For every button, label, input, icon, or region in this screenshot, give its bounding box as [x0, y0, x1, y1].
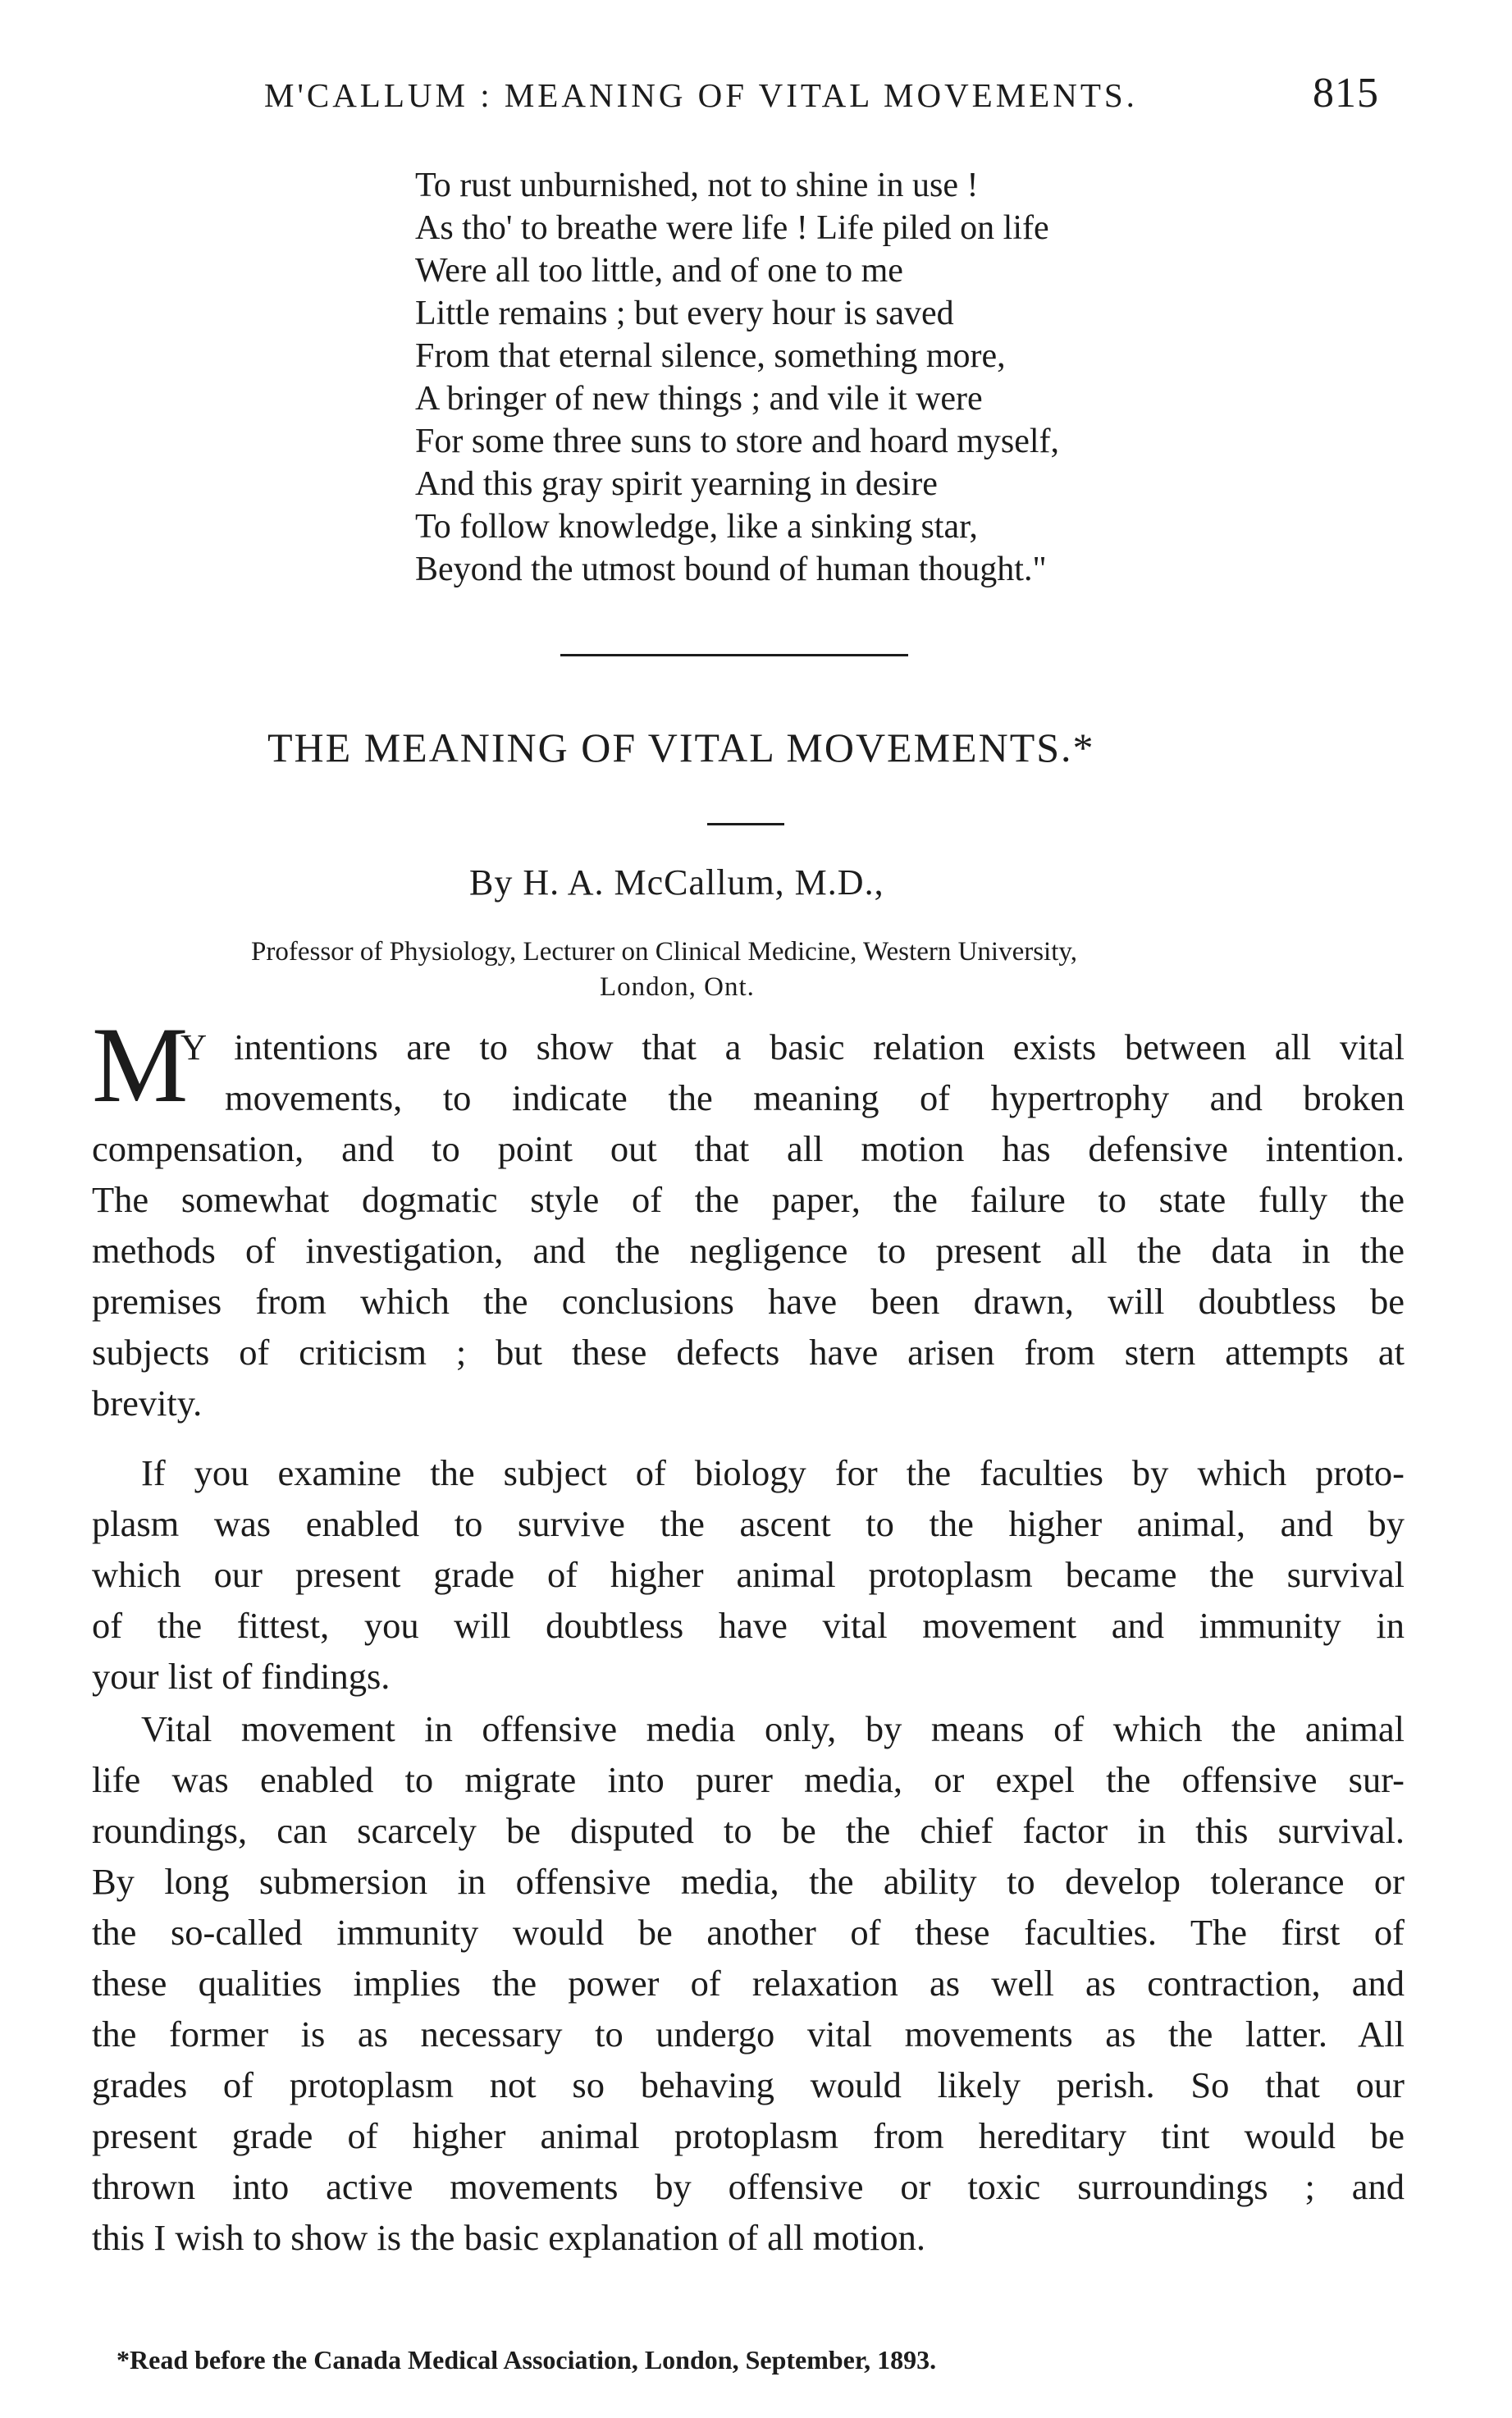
body-line: brevity. [92, 1383, 203, 1424]
paragraph-2 [92, 1447, 1405, 1702]
body-line: If you examine the subject of biology for the faculties by which proto- [141, 1452, 1405, 1493]
body-line: thrown into active movements by offensive or toxic surroundings ; and [92, 2166, 1405, 2207]
poem-line: Little remains ; but every hour is saved [415, 295, 954, 332]
body-line: of the fittest, you will doubtless have vital movement and immunity in [92, 1605, 1405, 1646]
body-line: the so-called immunity would be another of these faculties. The first of [92, 1912, 1405, 1953]
body-line: methods of investigation, and the negligence to present all the data in the [92, 1230, 1405, 1271]
poem-block [415, 164, 1059, 591]
author-location: London, Ont. [600, 972, 755, 1002]
poem-line: For some three suns to store and hoard myself, [415, 423, 1060, 460]
body-line: Vital movement in offensive media only, by means of which the animal [141, 1708, 1405, 1749]
body-line: compensation, and to point out that all motion has defensive intention. [92, 1128, 1405, 1169]
poem-line: To rust unburnished, not to shine in use ! [415, 167, 979, 204]
author-byline: By H. A. McCallum, M.D., [469, 862, 884, 903]
poem-line: From that eternal silence, something more, [415, 337, 1006, 375]
poem-line: Beyond the utmost bound of human thought." [415, 551, 1047, 588]
body-line: By long submersion in offensive media, the ability to develop tolerance or [92, 1861, 1405, 1902]
author-affiliation: Professor of Physiology, Lecturer on Clinical Medicine, Western University, [251, 937, 1077, 967]
body-line: the former is as necessary to undergo vital movements as the latter. All [92, 2013, 1405, 2055]
running-header-title: M'CALLUM : MEANING OF VITAL MOVEMENTS. [264, 76, 1138, 114]
body-line: life was enabled to migrate into purer media, or expel the offensive sur- [92, 1759, 1405, 1800]
body-line: your list of findings. [92, 1656, 391, 1697]
section-divider-rule [560, 654, 908, 656]
paragraph-3 [92, 1703, 1405, 2263]
body-line: plasm was enabled to survive the ascent to the higher animal, and by [92, 1503, 1405, 1544]
body-line: grades of protoplasm not so behaving would likely perish. So that our [92, 2064, 1405, 2105]
page-number: 815 [1313, 70, 1379, 117]
poem-line: Were all too little, and of one to me [415, 252, 903, 290]
title-divider-rule [707, 823, 784, 825]
drop-cap: M [92, 1004, 189, 1125]
body-line: movements, to indicate the meaning of hypertrophy and broken [225, 1077, 1405, 1118]
article-title: THE MEANING OF VITAL MOVEMENTS.* [267, 724, 1095, 770]
footnote: *Read before the Canada Medical Association, London, September, 1893. [116, 2345, 937, 2375]
poem-line: To follow knowledge, like a sinking star, [415, 508, 978, 546]
body-line: this I wish to show is the basic explanation of all motion. [92, 2217, 925, 2258]
paragraph-1 [92, 1022, 1405, 1428]
body-line: The somewhat dogmatic style of the paper, the failure to state fully the [92, 1179, 1405, 1220]
body-line: subjects of criticism ; but these defects have arisen from stern attempts at [92, 1332, 1405, 1373]
body-line: which our present grade of higher animal protoplasm became the survival [92, 1554, 1405, 1595]
body-line: these qualities implies the power of relaxation as well as contraction, and [92, 1963, 1405, 2004]
body-line: Y intentions are to show that a basic relation exists between all vital [180, 1026, 1405, 1067]
poem-line: A bringer of new things ; and vile it were [415, 380, 983, 418]
body-line: premises from which the conclusions have been drawn, will doubtless be [92, 1281, 1405, 1322]
body-line: roundings, can scarcely be disputed to be the chief factor in this survival. [92, 1810, 1405, 1851]
poem-line: And this gray spirit yearning in desire [415, 465, 938, 503]
poem-line: As tho' to breathe were life ! Life piled on life [415, 209, 1049, 247]
body-line: present grade of higher animal protoplasm from hereditary tint would be [92, 2115, 1405, 2156]
